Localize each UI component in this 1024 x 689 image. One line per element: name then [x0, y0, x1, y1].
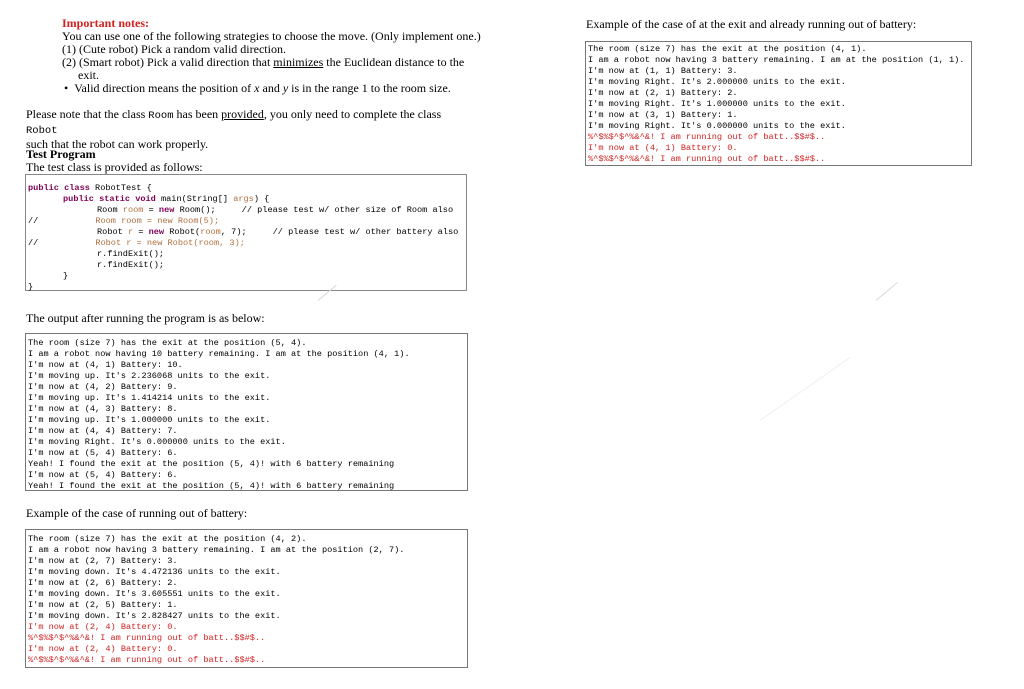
test-program-heading: Test Program: [26, 147, 96, 161]
output-2-lines: [28, 534, 404, 666]
output-line: I'm now at (2, 4) Battery: 0.: [28, 622, 178, 632]
output-line: I'm now at (2, 7) Battery: 3.: [28, 556, 178, 566]
code-var: r: [127, 227, 134, 237]
output-line: %^$%$^$^%&^&! I am running out of batt..$$#$..: [588, 132, 826, 142]
pn-provided: provided: [221, 107, 264, 121]
code-keyword: public class: [28, 183, 90, 193]
code-keyword: new: [148, 227, 165, 237]
output-line: The room (size 7) has the exit at the position (4, 1).: [588, 44, 867, 54]
pn-text-3: , you only need to complete the class: [263, 107, 442, 121]
output-intro: The output after running the program is as below:: [26, 311, 265, 325]
output-line: I'm moving up. It's 1.000000 units to the exit.: [28, 415, 271, 425]
output-line: %^$%$^$^%&^&! I am running out of batt..$$#$..: [588, 154, 826, 164]
code-text: , 7);: [220, 227, 247, 237]
right-heading: Example of the case of at the exit and already running out of battery:: [586, 17, 917, 31]
code-text: =: [143, 205, 159, 215]
example-battery-intro: Example of the case of running out of battery:: [26, 506, 248, 520]
faint-line-artifact: [876, 282, 898, 301]
code-commented-out: Room room = new Room(5);: [95, 216, 220, 226]
code-text: main(String[]: [155, 194, 234, 204]
output-line: I am a robot now having 10 battery remaining. I am at the position (4, 1).: [28, 349, 410, 359]
pn-robot-class: Robot: [26, 125, 58, 137]
output-box-2: [25, 529, 468, 668]
test-program-section: [26, 148, 203, 174]
code-line: [28, 238, 458, 249]
bullet-y: y: [282, 81, 289, 95]
code-text: Robot(: [164, 227, 201, 237]
please-note-line-1: [26, 108, 466, 138]
code-text: RobotTest {: [89, 183, 152, 193]
pn-room-class: Room: [148, 110, 174, 122]
code-comment-marker: //: [28, 238, 39, 248]
notes-item-1: (1) (Cute robot) Pick a random valid direction.: [62, 42, 286, 56]
notes-item-2: [62, 56, 482, 69]
output-line: Yeah! I found the exit at the position (5, 4)! with 6 battery remaining: [28, 459, 395, 469]
code-var: room: [200, 227, 221, 237]
please-note-paragraph: [26, 108, 466, 151]
code-args: args: [233, 194, 254, 204]
code-var: room: [122, 205, 144, 215]
bullet-text: Valid direction means the position of: [74, 81, 255, 95]
notes-item-2-cont: exit.: [78, 68, 99, 82]
output-line: I'm moving up. It's 2.236068 units to the exit.: [28, 371, 271, 381]
pn-text-2: has been: [173, 107, 222, 121]
notes-title: Important notes:: [62, 16, 149, 30]
output-box-right: [585, 41, 972, 166]
code-keyword: new: [158, 205, 175, 215]
code-text: Room();: [174, 205, 216, 215]
bullet-x: x: [254, 81, 260, 95]
bullet-dot-icon: •: [64, 81, 69, 95]
code-comment-marker: //: [28, 216, 39, 226]
output-line: The room (size 7) has the exit at the position (4, 2).: [28, 534, 307, 544]
code-lines: [28, 183, 458, 293]
output-box-1: [25, 333, 468, 491]
bullet-mid: and: [259, 81, 283, 95]
output-right-lines: [588, 44, 964, 165]
output-line: I'm now at (4, 4) Battery: 7.: [28, 426, 178, 436]
code-comment: // please test w/ other size of Room also: [241, 205, 454, 215]
code-line: r.findExit();: [97, 260, 165, 270]
output-line: I'm moving Right. It's 0.000000 units to the exit.: [28, 437, 286, 447]
output-line: Yeah! I found the exit at the position (5, 4)! with 6 battery remaining: [28, 481, 395, 491]
important-notes: [62, 17, 482, 95]
code-line: }: [28, 282, 34, 292]
output-line: I'm now at (3, 1) Battery: 1.: [588, 110, 738, 120]
code-text: Robot: [97, 227, 128, 237]
output-line: I'm moving Right. It's 1.000000 units to the exit.: [588, 99, 846, 109]
output-line: I'm moving Right. It's 2.000000 units to the exit.: [588, 77, 846, 87]
notes-intro: You can use one of the following strategies to choose the move. (Only implement one.): [62, 29, 481, 43]
code-text: Room: [97, 205, 123, 215]
pn-text-1: Please note that the class: [26, 107, 149, 121]
output-line: I'm moving up. It's 1.414214 units to the exit.: [28, 393, 271, 403]
output-line: I'm now at (2, 6) Battery: 2.: [28, 578, 178, 588]
code-line: [28, 194, 458, 205]
code-line: [28, 205, 458, 216]
output-line: I'm now at (4, 1) Battery: 10.: [28, 360, 183, 370]
code-line: [28, 227, 458, 238]
output-line: I'm now at (2, 5) Battery: 1.: [28, 600, 178, 610]
output-line: I am a robot now having 3 battery remaining. I am at the position (1, 1).: [588, 55, 965, 65]
output-line: I'm now at (2, 1) Battery: 2.: [588, 88, 738, 98]
code-line: [28, 183, 458, 194]
code-text: ) {: [253, 194, 270, 204]
output-line: The room (size 7) has the exit at the position (5, 4).: [28, 338, 307, 348]
output-line: I'm now at (4, 2) Battery: 9.: [28, 382, 178, 392]
code-line: r.findExit();: [97, 249, 165, 259]
code-box: [25, 174, 467, 291]
output-line: I'm moving Right. It's 0.000000 units to the exit.: [588, 121, 846, 131]
output-1-lines: [28, 338, 410, 492]
test-program-subheading: The test class is provided as follows:: [26, 160, 203, 174]
please-note-line-2: such that the robot can work properly.: [26, 137, 209, 151]
code-comment: // please test w/ other battery also: [272, 227, 459, 237]
code-keyword: public static void: [63, 194, 156, 204]
output-line: I'm now at (5, 4) Battery: 6.: [28, 448, 178, 458]
output-line: I'm moving down. It's 2.828427 units to the exit.: [28, 611, 281, 621]
output-line: %^$%$^$^%&^&! I am running out of batt..$$#$..: [28, 633, 266, 643]
output-line: I'm moving down. It's 3.605551 units to the exit.: [28, 589, 281, 599]
output-line: I'm now at (4, 3) Battery: 8.: [28, 404, 178, 414]
notes-bullet: [62, 82, 482, 95]
output-line: I'm now at (5, 4) Battery: 6.: [28, 470, 178, 480]
notes-item-2-text-post: the Euclidean distance to the: [323, 55, 465, 69]
code-text: =: [133, 227, 149, 237]
code-line: }: [63, 271, 69, 281]
output-line: I'm now at (4, 1) Battery: 0.: [588, 143, 738, 153]
output-line: I'm now at (2, 4) Battery: 0.: [28, 644, 178, 654]
notes-item-2-underlined: minimizes: [273, 55, 324, 69]
bullet-post: is in the range 1 to the room size.: [288, 81, 451, 95]
faint-line-artifact: [760, 357, 851, 421]
output-line: I'm moving down. It's 4.472136 units to the exit.: [28, 567, 281, 577]
code-commented-out: Robot r = new Robot(room, 3);: [95, 238, 245, 248]
output-line: I am a robot now having 3 battery remaining. I am at the position (2, 7).: [28, 545, 405, 555]
code-line: [28, 216, 458, 227]
notes-item-2-text: (2) (Smart robot) Pick a valid direction that: [62, 55, 274, 69]
output-line: I'm now at (1, 1) Battery: 3.: [588, 66, 738, 76]
output-line: %^$%$^$^%&^&! I am running out of batt..$$#$..: [28, 655, 266, 665]
